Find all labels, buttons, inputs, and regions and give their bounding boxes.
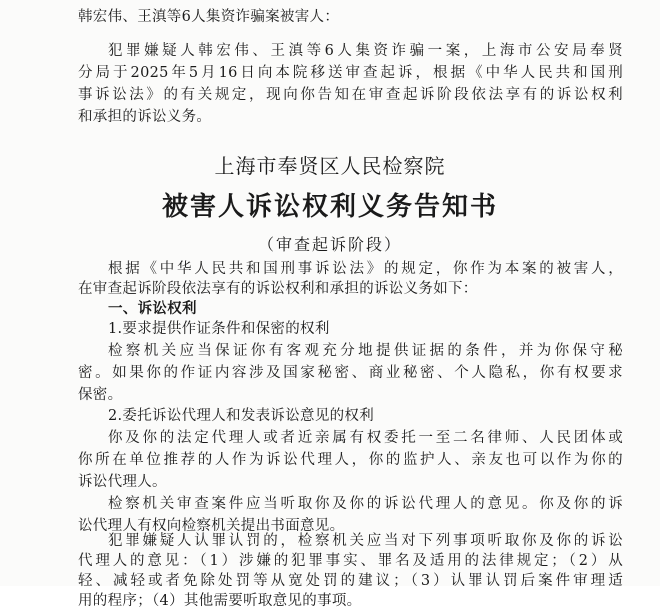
section-1-heading: 一、诉讼权利 xyxy=(108,300,197,317)
intro-para-line-4: 和承担的诉讼义务。 xyxy=(78,109,212,125)
addressee-line: 韩宏伟、王滇等6人集资诈骗案被害人： xyxy=(78,9,340,25)
item-2-para3-line-1: 犯罪嫌疑人认罪认罚的，检察机关应当对下列事项听取你及你的诉讼 xyxy=(108,533,623,549)
item-2-para2-line-1: 检察机关审查案件应当听取你及你的诉讼代理人的意见。你及你的诉 xyxy=(108,496,623,512)
item-1-heading: 1.要求提供作证条件和保密的权利 xyxy=(108,321,330,337)
item-2-line-2: 你所在单位推荐的人作为诉讼代理人，你的监护人、亲友也可以作为你的 xyxy=(78,452,623,468)
notice-intro-line-2: 在审查起诉阶段依法享有的诉讼权利和承担的诉讼义务如下： xyxy=(78,281,478,297)
stage-label: （审查起诉阶段） xyxy=(257,235,402,254)
document-title: 被害人诉讼权利义务告知书 xyxy=(161,192,498,222)
item-2-para3-line-3: 轻、减轻或者免除处罚等从宽处罚的建议；（3）认罪认罚后案件审理适 xyxy=(78,573,623,589)
item-2-heading: 2.委托诉讼代理人和发表诉讼意见的权利 xyxy=(108,408,375,424)
intro-para-line-2: 分局于2025年5月16日向本院移送审查起诉，根据《中华人民共和国刑 xyxy=(78,65,623,81)
item-1-line-2: 密。如果你的作证内容涉及国家秘密、商业秘密、个人隐私，你有权要求 xyxy=(78,365,623,381)
item-1-line-3: 保密。 xyxy=(78,387,123,403)
intro-para-line-1: 犯罪嫌疑人韩宏伟、王滇等6人集资诈骗一案，上海市公安局奉贤 xyxy=(108,43,623,59)
intro-para-line-3: 事诉讼法》的有关规定，现向你告知在审查起诉阶段依法享有的诉讼权利 xyxy=(78,87,623,103)
item-2-para3-line-4: 用的程序；（4）其他需要听取意见的事项。 xyxy=(78,593,362,609)
item-2-line-1: 你及你的法定代理人或者近亲属有权委托一至二名律师、人民团体或 xyxy=(108,430,623,446)
notice-intro-line-1: 根据《中华人民共和国刑事诉讼法》的规定，你作为本案的被害人， xyxy=(108,261,623,277)
item-2-para3-line-2: 代理人的意见：（1）涉嫌的犯罪事实、罪名及适用的法律规定；（2）从 xyxy=(78,553,623,569)
item-2-line-3: 诉讼代理人。 xyxy=(78,474,167,490)
item-2-para2-line-2: 讼代理人有权向检察机关提出书面意见。 xyxy=(78,518,345,534)
item-1-line-1: 检察机关应当保证你有客观充分地提供证据的条件，并为你保守秘 xyxy=(108,343,623,359)
procuratorate-name: 上海市奉贤区人民检察院 xyxy=(214,154,446,178)
